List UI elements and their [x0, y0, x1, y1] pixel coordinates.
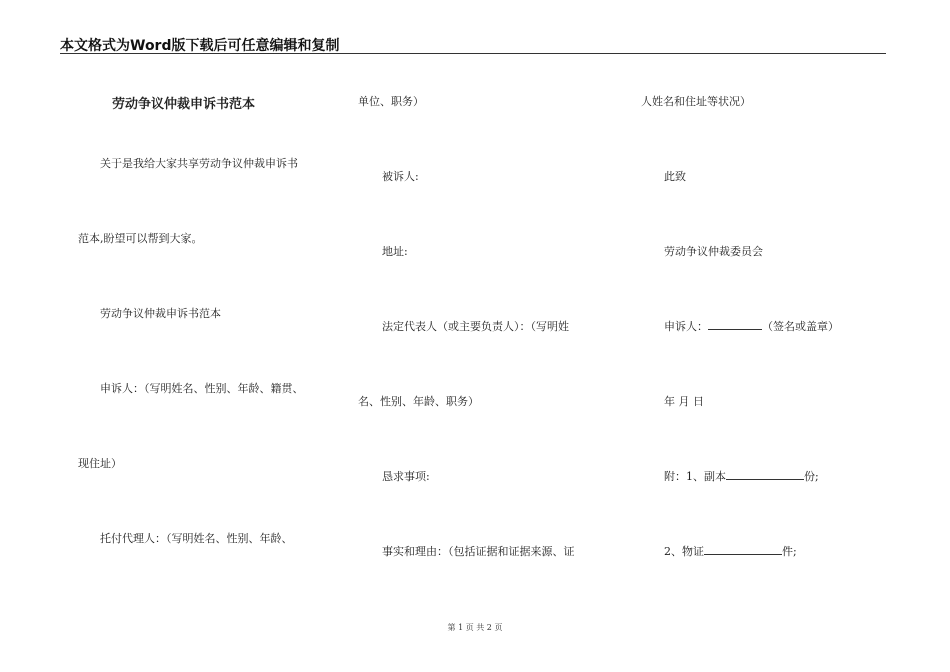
intro-line-2: 范本,盼望可以帮到大家。 — [78, 232, 203, 245]
evidence-label: 2、物证 — [664, 545, 704, 558]
section-heading: 劳动争议仲裁申诉书范本 — [100, 307, 221, 320]
signature-note: （签名或盖章） — [762, 320, 839, 333]
agent-line-cont: 单位、职务） — [358, 95, 424, 108]
page-number: 第 1 页 共 2 页 — [447, 623, 503, 632]
respondent-line: 被诉人: — [382, 170, 419, 183]
legal-rep-line-cont: 名、性别、年龄、职务） — [358, 395, 479, 408]
copies-unit: 份; — [804, 470, 819, 483]
facts-reasons-cont: 人姓名和住址等状况） — [641, 95, 751, 108]
request-items-line: 恳求事项: — [382, 470, 430, 483]
address-line: 地址: — [382, 245, 408, 258]
applicant-line: 申诉人：（写明姓名、性别、年龄、籍贯、 — [100, 382, 304, 395]
applicant-line-cont: 现住址） — [78, 457, 122, 470]
salutation: 此致 — [664, 170, 686, 183]
intro-line-1: 关于是我给大家共享劳动争议仲裁申诉书 — [100, 157, 298, 170]
attachment-copies-line — [664, 468, 819, 484]
signature-blank — [708, 319, 762, 330]
attachment-evidence-line — [664, 543, 797, 559]
evidence-blank — [704, 544, 782, 555]
facts-reasons-line: 事实和理由：（包括证据和证据来源、证 — [382, 545, 575, 558]
date-line: 年 月 日 — [664, 395, 704, 408]
document-header: 本文格式为Word版下载后可任意编辑和复制 — [60, 38, 340, 54]
legal-rep-line: 法定代表人（或主要负责人）：（写明姓 — [382, 320, 569, 333]
signature-label: 申诉人： — [664, 320, 708, 333]
signature-line — [664, 318, 839, 334]
evidence-unit: 件; — [782, 545, 797, 558]
document-title: 劳动争议仲裁申诉书范本 — [112, 97, 256, 112]
header-rule — [60, 53, 886, 54]
attachment-copies-label: 附：1、副本 — [664, 470, 726, 483]
copies-blank — [726, 469, 804, 480]
committee-name: 劳动争议仲裁委员会 — [664, 245, 763, 258]
agent-line: 托付代理人：（写明姓名、性别、年龄、 — [100, 532, 293, 545]
